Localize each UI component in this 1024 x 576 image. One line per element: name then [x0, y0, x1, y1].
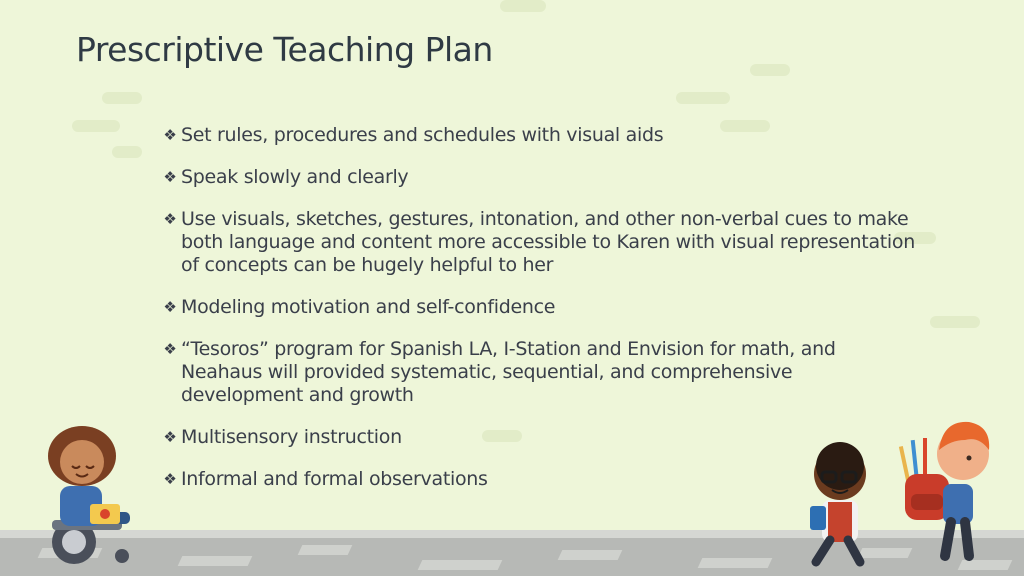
bullet-item [160, 338, 920, 407]
bullet-item [160, 124, 920, 147]
bullet-text: Use visuals, sketches, gestures, intonation, and other non-verbal cues to make both language and content more accessible to Karen with visual representation of concepts can be hugely helpful to her [181, 208, 915, 276]
diamond-quad-icon: ❖ [163, 298, 177, 316]
diamond-quad-icon: ❖ [163, 340, 177, 358]
bullet-text: Modeling motivation and self-confidence [181, 296, 556, 318]
bullet-text: Speak slowly and clearly [181, 166, 409, 188]
bullet-text: Informal and formal observations [181, 468, 488, 490]
diamond-quad-icon: ❖ [163, 210, 177, 228]
diamond-quad-icon: ❖ [163, 428, 177, 446]
diamond-quad-icon: ❖ [163, 126, 177, 144]
bullet-text: “Tesoros” program for Spanish LA, I-Station and Envision for math, and Neahaus will provided systematic, sequential, and comprehensive development and growth [181, 338, 836, 406]
bullet-text: Multisensory instruction [181, 426, 402, 448]
boy-glasses-illustration [800, 440, 880, 570]
boy-backpack-illustration [895, 410, 1005, 570]
diamond-quad-icon: ❖ [163, 168, 177, 186]
bullet-item [160, 296, 920, 319]
bullet-item [160, 166, 920, 189]
diamond-quad-icon: ❖ [163, 470, 177, 488]
bullet-item [160, 208, 920, 277]
bullet-text: Set rules, procedures and schedules with visual aids [181, 124, 664, 146]
girl-wheelchair-illustration [30, 420, 150, 570]
slide-title: Prescriptive Teaching Plan [76, 30, 493, 69]
